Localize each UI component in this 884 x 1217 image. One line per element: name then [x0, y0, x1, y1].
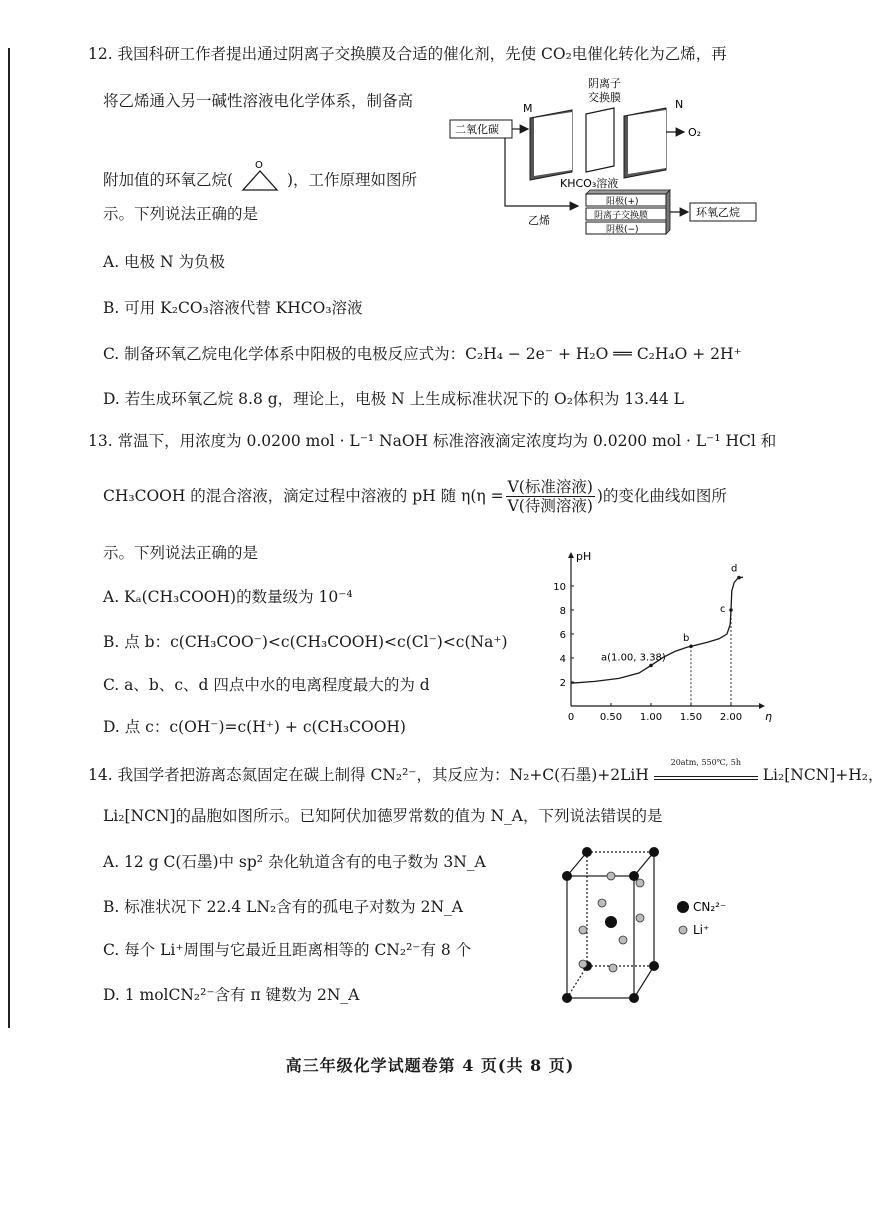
q12-option-c: C. 制备环氧乙烷电化学体系中阳极的电极反应式为：C₂H₄ − 2e⁻ + H₂O ══ C₂H₄O + 2H⁺: [103, 345, 742, 363]
q13-stem-line3: 示。下列说法正确的是: [103, 544, 259, 562]
x-tick-label: 1.00: [639, 712, 663, 723]
left-margin-rule: [8, 48, 10, 1028]
epoxide-ring: [243, 171, 277, 190]
q12-option-a: A. 电极 N 为负极: [103, 253, 225, 271]
point-label: c: [720, 604, 726, 615]
q14-stem-line1: [88, 758, 884, 785]
q14-stem-line1b: Li₂[NCN]+H₂，: [762, 766, 884, 784]
x-axis-arrow: [759, 703, 765, 709]
q13-stem-line2: [103, 476, 727, 516]
q14-stem-line2: Li₂[NCN]的晶胞如图所示。已知阿伏加德罗常数的值为 N_A，下列说法错误的是: [103, 807, 663, 825]
point-marker: [649, 664, 653, 668]
q14-option-c: C. 每个 Li⁺周围与它最近且距离相等的 CN₂²⁻有 8 个: [103, 941, 472, 959]
eta-numerator: V(标准溶液): [507, 477, 593, 496]
product-label: 环氧乙烷: [696, 206, 740, 219]
epoxide-structure: [238, 159, 282, 193]
q14-option-a: A. 12 g C(石墨)中 sp² 杂化轨道含有的电子数为 3N_A: [103, 853, 486, 871]
x-tick-label: 1.50: [679, 712, 703, 723]
point-label: a(1.00, 3.38): [601, 652, 666, 664]
ph-titration-chart: [545, 550, 772, 728]
q13-option-c: C. a、b、c、d 四点中水的电离程度最大的为 d: [103, 676, 430, 694]
y-tick-label: 4: [559, 654, 566, 665]
q13-stem-line2a: CH₃COOH 的混合溶液，滴定过程中溶液的 pH 随 η(η =: [103, 487, 504, 505]
point-label: d: [731, 563, 738, 575]
eta-denominator: V(待测溶液): [507, 496, 593, 515]
cathode-label: 阴极(−): [606, 225, 639, 235]
q12-stem-line3: [103, 159, 417, 193]
stack-side: [666, 190, 670, 234]
y-tick-label: 8: [559, 606, 566, 617]
epoxide-o-label: O: [255, 160, 263, 171]
khco3-label: KHCO₃溶液: [560, 177, 619, 190]
y-tick-label: 2: [559, 678, 566, 689]
q13-stem-line2b: )的变化曲线如图所: [596, 487, 727, 505]
o2-label: O₂: [688, 126, 702, 139]
li2ncn-unit-cell: [555, 840, 785, 1010]
co2-label: 二氧化碳: [455, 123, 499, 136]
reaction-condition: 20atm, 550℃, 5h: [670, 758, 741, 767]
reaction-equals: [654, 776, 758, 780]
x-tick-label: 0: [567, 712, 575, 723]
reaction-condition-arrow: [654, 758, 758, 780]
point-marker: [737, 576, 741, 580]
point-marker: [729, 608, 733, 612]
q12-stem-line3b: )，工作原理如图所: [286, 171, 417, 189]
q13-option-a: A. Kₐ(CH₃COOH)的数量级为 10⁻⁴: [103, 588, 353, 606]
anode-label: 阳极(+): [606, 197, 639, 207]
page-footer: 高三年级化学试题卷第 4 页(共 8 页): [285, 1056, 575, 1075]
membrane-label-1: 阴离子: [588, 77, 621, 90]
ethylene-label: 乙烯: [528, 214, 550, 227]
q14-option-d: D. 1 molCN₂²⁻含有 π 键数为 2N_A: [103, 986, 360, 1004]
q12-stem-line2: 将乙烯通入另一碱性溶液电化学体系，制备高: [103, 92, 414, 110]
x-tick-label: 2.00: [719, 712, 743, 723]
y-tick-label: 10: [553, 582, 566, 593]
q12-electrolysis-diagram: [448, 72, 778, 237]
electrode-m-face: [534, 112, 572, 176]
q13-stem-line1: 13. 常温下，用浓度为 0.0200 mol · L⁻¹ NaOH 标准溶液滴定浓度均为 0.0200 mol · L⁻¹ HCl 和: [88, 432, 777, 450]
point-marker: [689, 644, 693, 648]
q12-option-d: D. 若生成环氧乙烷 8.8 g，理论上，电极 N 上生成标准状况下的 O₂体积为 13.44 L: [103, 390, 684, 408]
y-axis-arrow: [568, 552, 574, 558]
q14-stem-line1a: 14. 我国学者把游离态氮固定在碳上制得 CN₂²⁻，其反应为：N₂+C(石墨)+2LiH: [88, 766, 649, 784]
cn2-ions: [562, 847, 659, 1003]
label-n: N: [675, 98, 684, 111]
x-axis-label: η: [765, 710, 772, 723]
ph-curve: [571, 577, 743, 683]
legend-cn2-dot: [677, 901, 689, 913]
q13-option-b: B. 点 b：c(CH₃COO⁻)<c(CH₃COOH)<c(Cl⁻)<c(Na⁺): [103, 633, 508, 651]
label-m: M: [523, 102, 533, 115]
legend-cn2-label: CN₂²⁻: [693, 900, 727, 914]
x-tick-label: 0.50: [599, 712, 623, 723]
q12-option-b: B. 可用 K₂CO₃溶液代替 KHCO₃溶液: [103, 299, 363, 317]
q14-option-b: B. 标准状况下 22.4 LN₂含有的孤电子对数为 2N_A: [103, 898, 463, 916]
electrode-n-face: [628, 110, 666, 174]
anode-plate-top: [586, 190, 670, 194]
q12-stem-line3a: 附加值的环氧乙烷(: [103, 171, 234, 189]
q13-option-d: D. 点 c：c(OH⁻)=c(H⁺) + c(CH₃COOH): [103, 718, 406, 736]
q12-stem-line1: 12. 我国科研工作者提出通过阴离子交换膜及合适的催化剂，先使 CO₂电催化转化为乙烯，再: [88, 45, 727, 63]
legend-li-dot: [679, 926, 687, 934]
anion-membrane-plate: [586, 108, 614, 172]
q12-stem-line4: 示。下列说法正确的是: [103, 205, 259, 223]
eta-fraction: [506, 478, 595, 515]
y-axis-label: pH: [576, 550, 592, 563]
point-label: b: [683, 633, 690, 645]
y-tick-label: 6: [559, 630, 566, 641]
anion-membrane-label: 阴离子交换膜: [594, 211, 649, 221]
legend-li-label: Li⁺: [693, 923, 710, 937]
membrane-label-2: 交换膜: [588, 91, 621, 104]
